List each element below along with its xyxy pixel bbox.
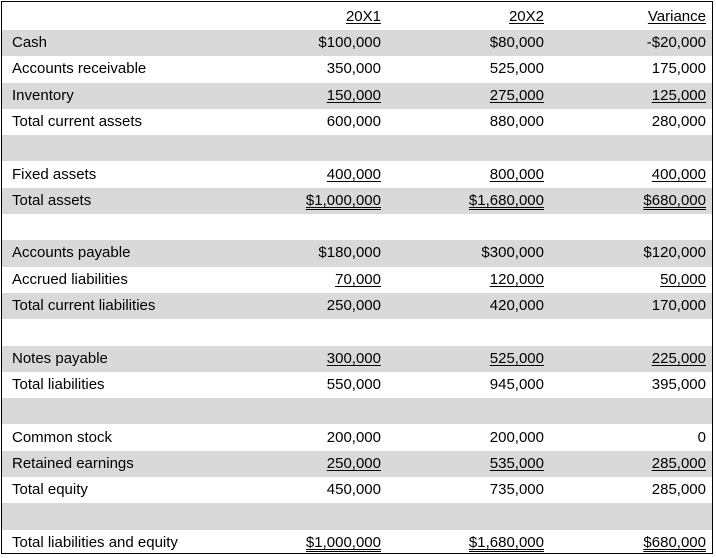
value-20x2: 275,000 [489, 86, 544, 104]
value-20x2: 525,000 [489, 60, 544, 78]
table-row-spacer [2, 135, 712, 161]
table-row [2, 477, 712, 503]
value-20x1: 300,000 [326, 349, 381, 367]
table-row [2, 267, 712, 293]
value-20x1: 400,000 [326, 165, 381, 183]
row-label: Fixed assets [12, 165, 97, 183]
value-20x1: $100,000 [318, 34, 381, 51]
value-20x1: 600,000 [326, 112, 381, 130]
header-variance: Variance [647, 8, 706, 25]
table-row-spacer [2, 319, 712, 345]
table-row [2, 56, 712, 82]
value-20x1: 200,000 [326, 428, 381, 446]
value-20x2: 880,000 [489, 112, 544, 130]
value-variance: 395,000 [651, 375, 706, 393]
row-label: Total liabilities [12, 375, 105, 393]
value-variance: $680,000 [643, 533, 706, 551]
header-row [2, 4, 712, 30]
table-row [2, 293, 712, 319]
table-row [2, 451, 712, 477]
value-20x1: $1,000,000 [305, 191, 381, 209]
row-label: Accounts receivable [12, 60, 147, 78]
row-label: Inventory [12, 86, 74, 104]
value-variance: $680,000 [643, 191, 706, 209]
row-label: Total current assets [12, 112, 143, 130]
value-variance: $120,000 [643, 244, 706, 262]
row-label: Total current liabilities [12, 297, 156, 314]
table-row [2, 30, 712, 56]
table-row-spacer [2, 214, 712, 240]
value-variance: -$20,000 [646, 34, 706, 51]
value-20x2: 735,000 [489, 481, 544, 499]
table-row [2, 425, 712, 451]
row-label: Accounts payable [12, 244, 131, 262]
value-variance: 125,000 [651, 86, 706, 104]
table-row [2, 109, 712, 135]
row-label: Total liabilities and equity [12, 533, 178, 551]
value-20x1: 250,000 [326, 454, 381, 472]
value-variance: 225,000 [651, 349, 706, 367]
value-variance: 170,000 [651, 297, 706, 314]
balance-sheet-table [1, 1, 713, 554]
row-label: Common stock [12, 428, 113, 446]
value-20x2: 420,000 [489, 297, 544, 314]
table-row [2, 188, 712, 214]
value-variance: 285,000 [651, 454, 706, 472]
value-20x2: $1,680,000 [468, 191, 544, 209]
row-label: Accrued liabilities [12, 270, 128, 288]
table-row-spacer [2, 503, 712, 529]
row-label: Total equity [12, 481, 88, 499]
table-row [2, 346, 712, 372]
value-variance: 50,000 [660, 270, 706, 288]
row-label: Retained earnings [12, 454, 134, 472]
table-row [2, 240, 712, 266]
value-variance: 175,000 [651, 60, 706, 78]
row-label: Cash [12, 34, 48, 51]
value-20x1: 550,000 [326, 375, 381, 393]
value-20x2: $1,680,000 [468, 533, 544, 551]
value-20x2: 525,000 [489, 349, 544, 367]
table-row [2, 162, 712, 188]
value-20x1: 70,000 [335, 270, 381, 288]
value-variance: 285,000 [651, 481, 706, 499]
value-20x2: $80,000 [489, 34, 544, 51]
value-20x1: 450,000 [326, 481, 381, 499]
table-row [2, 83, 712, 109]
value-20x2: 200,000 [489, 428, 544, 446]
table-row-spacer [2, 398, 712, 424]
value-20x2: 800,000 [489, 165, 544, 183]
value-variance: 0 [697, 428, 706, 446]
value-variance: 400,000 [651, 165, 706, 183]
value-20x2: 535,000 [489, 454, 544, 472]
value-20x2: 120,000 [489, 270, 544, 288]
value-20x1: 150,000 [326, 86, 381, 104]
header-20x2: 20X2 [508, 8, 544, 25]
row-label: Total assets [12, 191, 92, 209]
value-20x1: $180,000 [318, 244, 381, 262]
value-20x1: 350,000 [326, 60, 381, 78]
value-20x1: $1,000,000 [305, 533, 381, 551]
header-20x1: 20X1 [345, 8, 381, 25]
value-20x2: $300,000 [481, 244, 544, 262]
value-20x2: 945,000 [489, 375, 544, 393]
table-row [2, 372, 712, 398]
table-row [2, 530, 712, 556]
row-label: Notes payable [12, 349, 108, 367]
value-20x1: 250,000 [326, 297, 381, 314]
value-variance: 280,000 [651, 112, 706, 130]
